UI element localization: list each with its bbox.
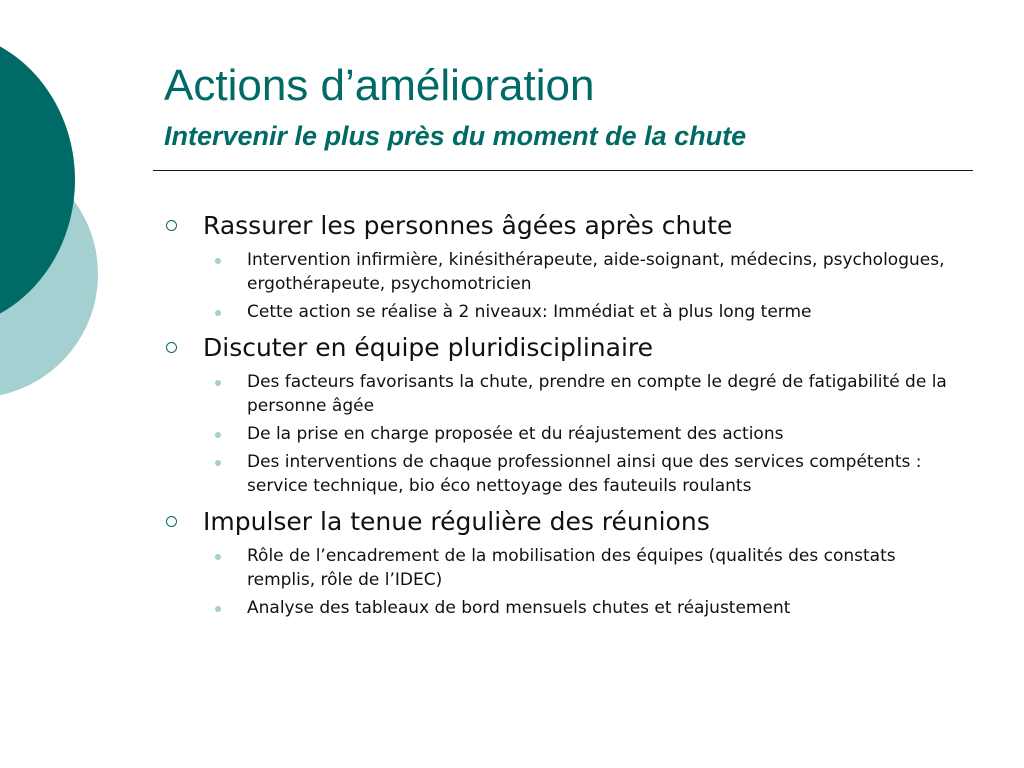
bullet-level1-text: Discuter en équipe pluridisciplinaire <box>203 333 654 362</box>
dot-bullet-icon <box>215 606 221 612</box>
dot-bullet-icon <box>215 554 221 560</box>
bullet-level2-text: De la prise en charge proposée et du réajustement des actions <box>247 424 784 444</box>
bullet-level2-text: Des facteurs favorisants la chute, prendre en compte le degré de fatigabilité de la personne âgée <box>247 372 947 416</box>
hollow-circle-bullet-icon <box>166 220 177 231</box>
bullet-list <box>160 208 960 620</box>
bullet-level1-text: Impulser la tenue régulière des réunions <box>203 507 710 536</box>
bullet-level1-text: Rassurer les personnes âgées après chute <box>203 211 733 240</box>
bullet-level2 <box>160 450 960 498</box>
slide-title: Actions d’amélioration <box>164 61 595 110</box>
bullet-level2 <box>160 370 960 418</box>
bullet-level2-text: Rôle de l’encadrement de la mobilisation des équipes (qualités des constats remplis, rôle de l’IDEC) <box>247 546 896 590</box>
dot-bullet-icon <box>215 310 221 316</box>
title-divider <box>153 170 973 171</box>
dot-bullet-icon <box>215 432 221 438</box>
bullet-level2 <box>160 248 960 296</box>
bullet-level2-text: Cette action se réalise à 2 niveaux: Immédiat et à plus long terme <box>247 302 812 322</box>
dot-bullet-icon <box>215 460 221 466</box>
bullet-level1 <box>160 330 960 366</box>
bullet-level2 <box>160 422 960 446</box>
bullet-level2 <box>160 300 960 324</box>
bullet-level2 <box>160 596 960 620</box>
bullet-level1 <box>160 504 960 540</box>
hollow-circle-bullet-icon <box>166 342 177 353</box>
hollow-circle-bullet-icon <box>166 516 177 527</box>
bullet-level2 <box>160 544 960 592</box>
slide-subtitle: Intervenir le plus près du moment de la chute <box>164 121 747 151</box>
bullet-level2-text: Intervention infirmière, kinésithérapeute, aide-soignant, médecins, psychologues, ergothérapeute, psychomotricien <box>247 250 945 294</box>
dot-bullet-icon <box>215 380 221 386</box>
bullet-level1 <box>160 208 960 244</box>
bullet-level2-text: Des interventions de chaque professionnel ainsi que des services compétents : service technique, bio éco nettoyage des fauteuils roulants <box>247 452 922 496</box>
dot-bullet-icon <box>215 258 221 264</box>
bullet-level2-text: Analyse des tableaux de bord mensuels chutes et réajustement <box>247 598 791 618</box>
